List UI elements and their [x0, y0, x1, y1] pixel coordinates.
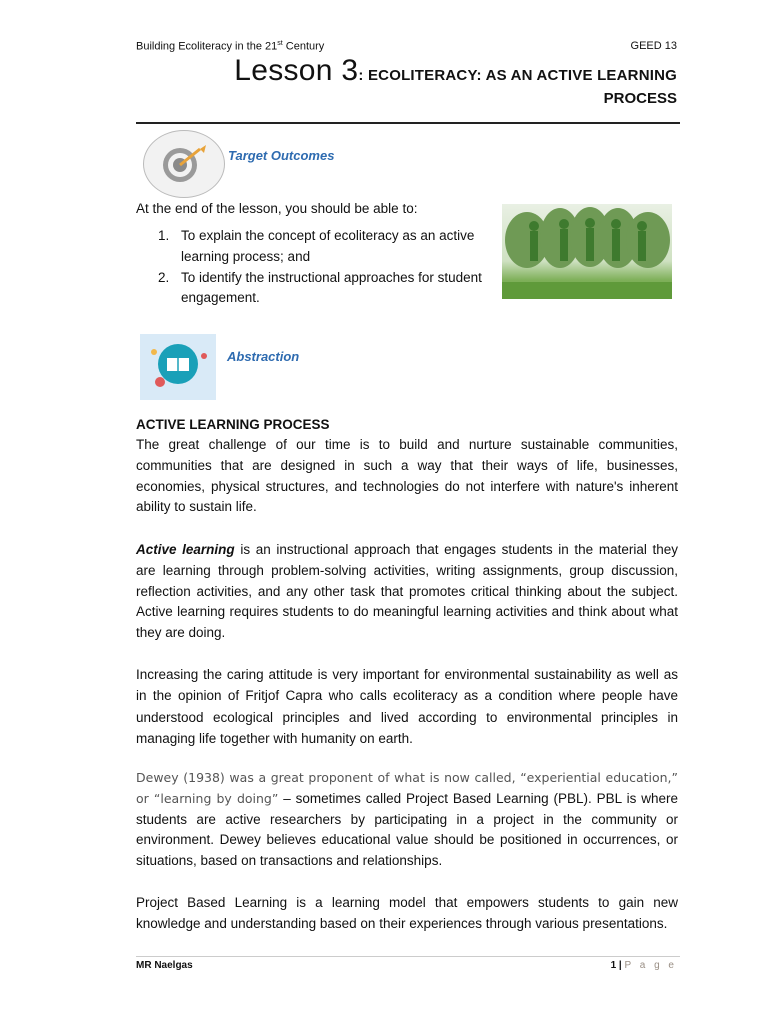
- footer-rule: [136, 956, 680, 957]
- list-item: 2. To identify the instructional approaches for student engagement.: [158, 269, 482, 306]
- page-number: 1 | P a g e: [610, 960, 677, 971]
- list-item: 1. To explain the concept of ecoliteracy as an active learning process; and: [158, 228, 475, 264]
- section-heading: ACTIVE LEARNING PROCESS: [136, 417, 330, 432]
- outcomes-intro: At the end of the lesson, you should be able to:: [136, 201, 418, 216]
- lesson-number: Lesson 3: [234, 54, 359, 87]
- target-icon-graphic: [144, 131, 224, 197]
- book-icon: [140, 334, 216, 400]
- paragraph-4: Dewey (1938) was a great proponent of what is now called, “experiential education,” or “learning by doing” – sometimes called Project Based Learning (PBL). PBL is where students are active researchers by participating in a project in the community or environment. Dewey believes educational value should be positioned in occurrences, or situations, based on transactions and relationships.: [136, 770, 678, 869]
- term-active-learning: Active learning: [136, 542, 235, 557]
- paragraph-3: Increasing the caring attitude is very important for environmental sustainability as well as in the opinion of Fritjof Capra who calls ecoliteracy as a condition where people have understood ecological principles and lived according to environmental principles in managing life together with humanity on earth.: [136, 667, 678, 746]
- abstraction-label: Abstraction: [227, 349, 300, 364]
- course-code: GEED 13: [630, 40, 677, 52]
- lesson-title: [170, 54, 677, 107]
- title-rule: [136, 122, 680, 124]
- target-outcomes-label: Target Outcomes: [228, 148, 335, 163]
- lesson-subtitle-line2: PROCESS: [603, 90, 677, 107]
- paragraph-1: The great challenge of our time is to build and nurture sustainable communities, communities that are designed in such a way that their ways of life, businesses, economies, physical structures, and technologies do not interfere with nature's inherent ability to sustain life.: [136, 437, 678, 515]
- tree-people-image: [502, 204, 672, 299]
- author-name: MR Naelgas: [136, 960, 193, 971]
- paragraph-5: Project Based Learning is a learning model that empowers students to gain new knowledge and understanding based on their experiences through various presentations.: [136, 895, 678, 931]
- tree-people-illustration: [502, 204, 672, 299]
- lesson-subtitle: : ECOLITERACY: AS AN ACTIVE LEARNING: [358, 67, 677, 84]
- paragraph-2: Active learning is an instructional approach that engages students in the material they are learning through problem-solving activities, writing assignments, group discussion, reflection activities, and any other task that promotes critical thinking about the subject. Active learning requires students to do meaningful learning activities and think about what they are doing.: [136, 542, 679, 641]
- running-header-title: Building Ecoliteracy in the 21st Century: [136, 40, 325, 53]
- abstraction-icon: [140, 334, 216, 400]
- target-icon: [143, 130, 225, 198]
- outcomes-list: [158, 226, 498, 309]
